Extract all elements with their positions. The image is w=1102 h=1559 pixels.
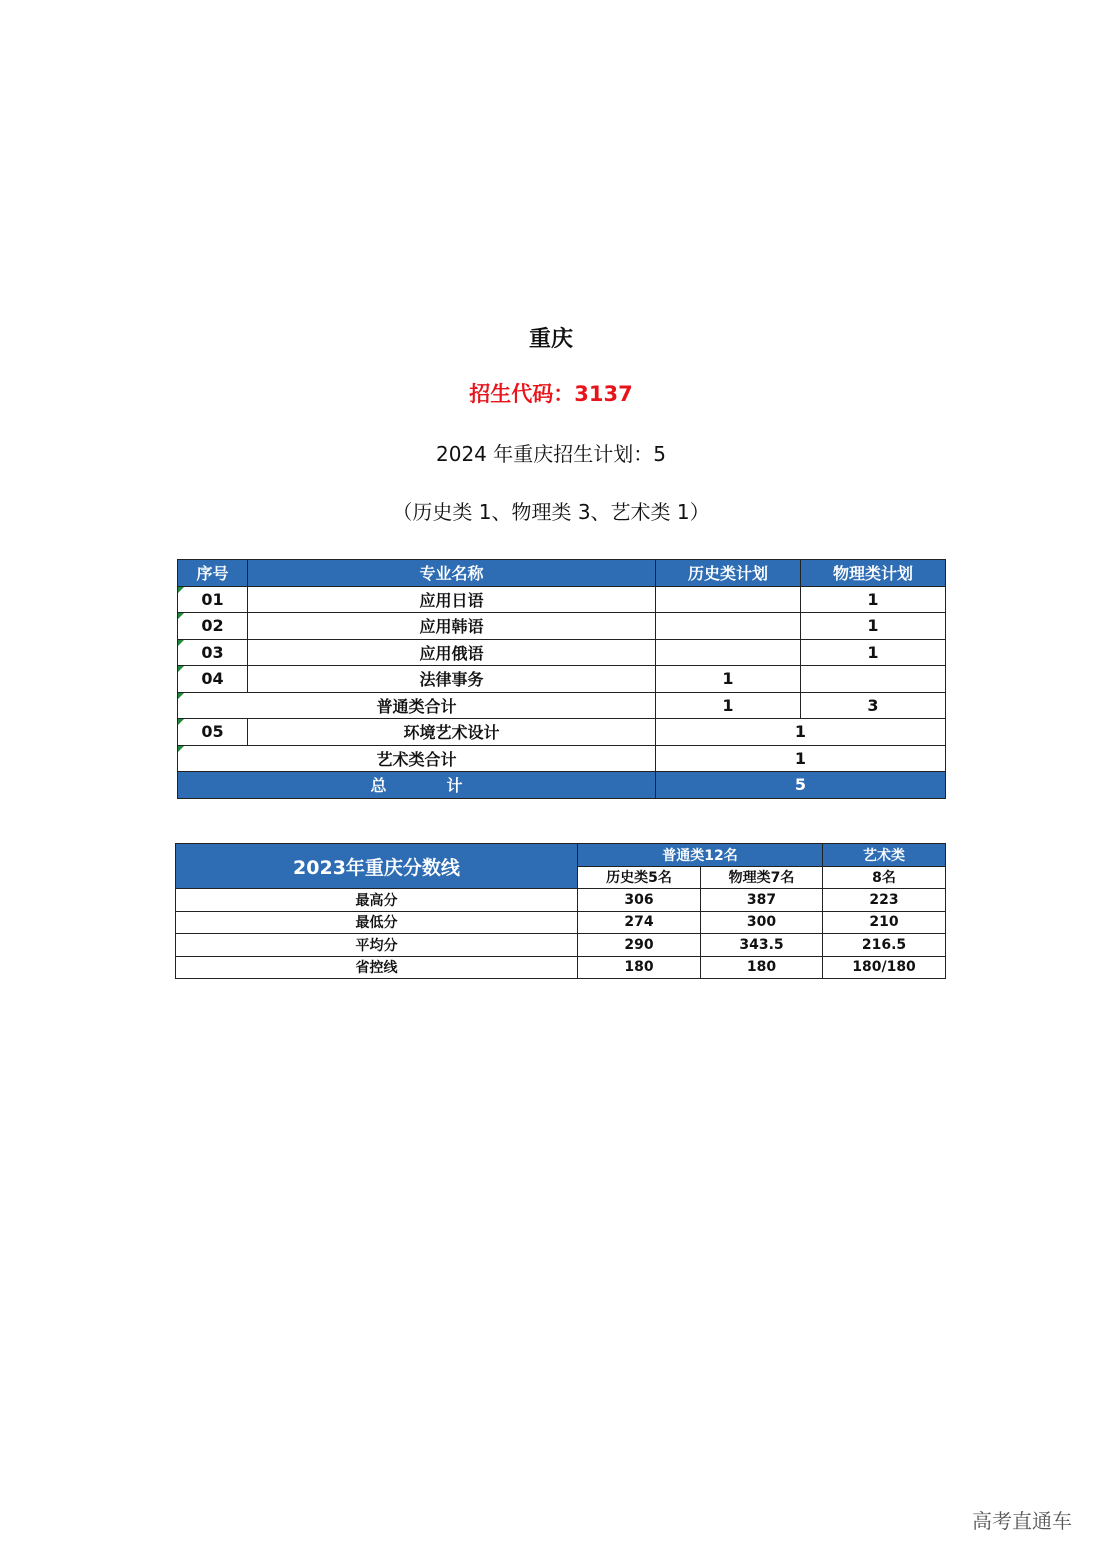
grand-total-label-left: 总: [370, 776, 387, 796]
row-history: [656, 613, 801, 640]
score-physics: 180: [701, 956, 823, 979]
table-row: [176, 889, 946, 912]
row-no: 04: [178, 666, 248, 693]
row-major: 应用日语: [248, 586, 656, 613]
general-total-row: [178, 692, 946, 719]
row-no: 05: [178, 719, 248, 746]
art-total-value: 1: [656, 745, 946, 772]
general-total-label: 普通类合计: [178, 692, 656, 719]
header-cell-physics: 物理类计划: [801, 560, 946, 587]
score-history: 290: [578, 934, 701, 957]
grand-total-row: [178, 772, 946, 799]
page-title: 重庆: [528, 327, 573, 352]
grand-total-value: 5: [656, 772, 946, 799]
table-row: [176, 911, 946, 934]
table-row: [178, 586, 946, 613]
score-art: 180/180: [823, 956, 946, 979]
row-physics: 1: [801, 639, 946, 666]
art-total-label: 艺术类合计: [178, 745, 656, 772]
table-row: [178, 719, 946, 746]
sub-history: 历史类5名: [578, 866, 701, 889]
row-history: [656, 639, 801, 666]
header-cell-history: 历史类计划: [656, 560, 801, 587]
grand-total-label: [178, 772, 656, 799]
row-major: 应用韩语: [248, 613, 656, 640]
group-general: 普通类12名: [578, 844, 823, 867]
score-label: 最低分: [176, 911, 578, 934]
general-total-history: 1: [656, 692, 801, 719]
table-row: [178, 666, 946, 693]
row-no: 03: [178, 639, 248, 666]
watermark: 高考直通车: [972, 1509, 1072, 1533]
score-history: 306: [578, 889, 701, 912]
score-art: 216.5: [823, 934, 946, 957]
sub-physics: 物理类7名: [701, 866, 823, 889]
score-art: 210: [823, 911, 946, 934]
group-art: 艺术类: [823, 844, 946, 867]
row-art-plan: 1: [656, 719, 946, 746]
score-table-title: 2023年重庆分数线: [176, 844, 578, 889]
table-row: [178, 613, 946, 640]
row-physics: 1: [801, 586, 946, 613]
header-cell-major: 专业名称: [248, 560, 656, 587]
row-major: 环境艺术设计: [248, 719, 656, 746]
score-physics: 387: [701, 889, 823, 912]
score-history: 274: [578, 911, 701, 934]
score-line-table: [175, 843, 946, 979]
row-major: 应用俄语: [248, 639, 656, 666]
row-physics: [801, 666, 946, 693]
score-history: 180: [578, 956, 701, 979]
score-label: 省控线: [176, 956, 578, 979]
table-row: [176, 956, 946, 979]
row-no: 02: [178, 613, 248, 640]
table-row: [178, 639, 946, 666]
score-label: 平均分: [176, 934, 578, 957]
grand-total-label-right: 计: [446, 776, 463, 796]
row-major: 法律事务: [248, 666, 656, 693]
row-history: [656, 586, 801, 613]
score-physics: 343.5: [701, 934, 823, 957]
table-row: [176, 934, 946, 957]
score-label: 最高分: [176, 889, 578, 912]
general-total-physics: 3: [801, 692, 946, 719]
row-no: 01: [178, 586, 248, 613]
table-header-row: [178, 560, 946, 587]
score-header-row: [176, 844, 946, 867]
row-physics: 1: [801, 613, 946, 640]
enrollment-code: 招生代码：3137: [469, 382, 633, 406]
header-cell-no: 序号: [178, 560, 248, 587]
row-history: 1: [656, 666, 801, 693]
sub-art: 8名: [823, 866, 946, 889]
plan-summary: 2024 年重庆招生计划：5: [436, 442, 666, 466]
enrollment-plan-table: [177, 559, 946, 799]
art-total-row: [178, 745, 946, 772]
score-physics: 300: [701, 911, 823, 934]
score-art: 223: [823, 889, 946, 912]
plan-breakdown: （历史类 1、物理类 3、艺术类 1）: [392, 500, 710, 524]
